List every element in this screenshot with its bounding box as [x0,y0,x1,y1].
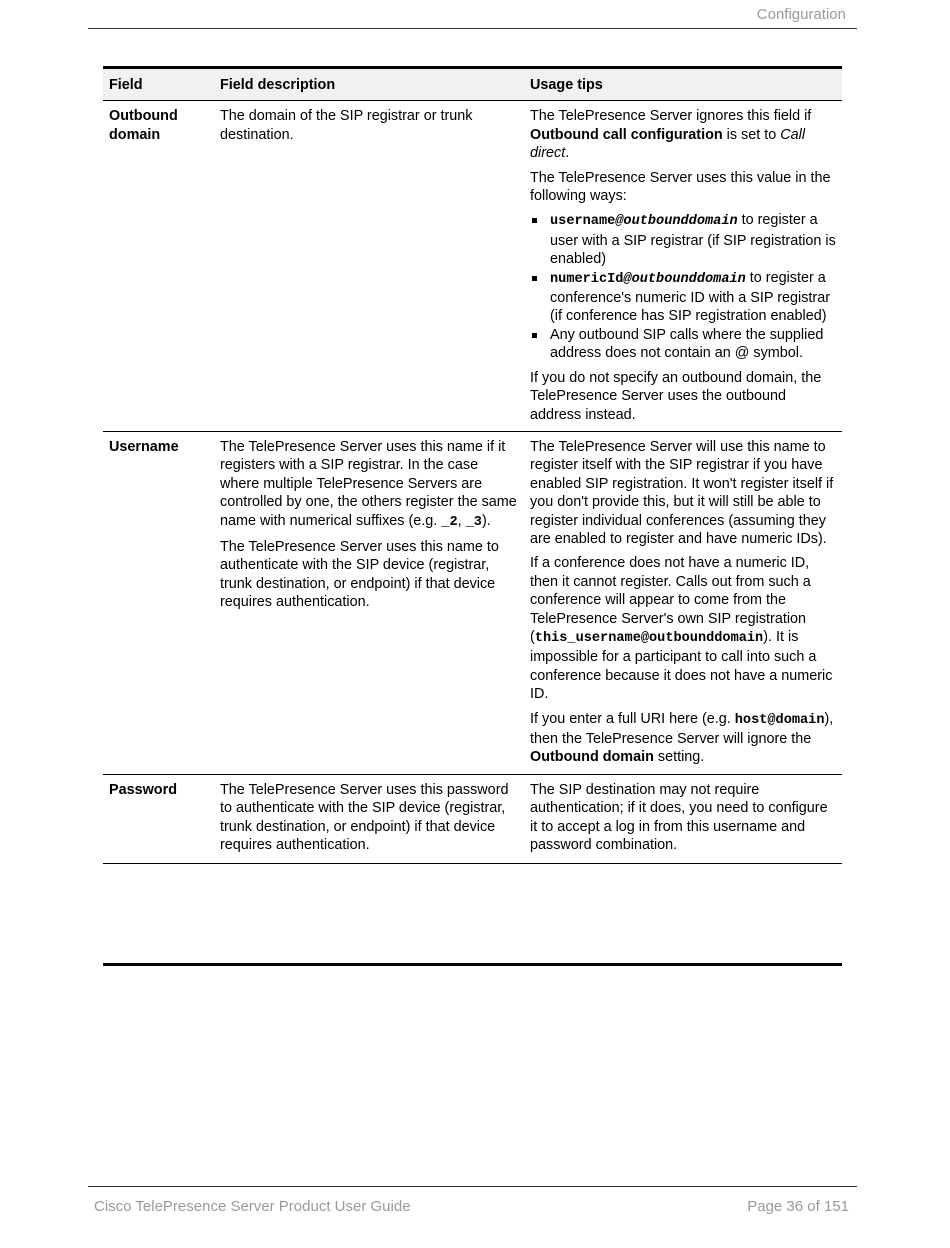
footer-divider [88,1186,857,1187]
table-header-row [103,68,842,101]
column-header-usage-tips: Usage tips [524,68,842,101]
setting-name: Outbound domain [530,749,654,766]
tips-paragraph: If you enter a full URI here (e.g. host@domain), then the TelePresence Server will ignore the Outbound domain setting. [530,710,834,766]
field-description [214,431,524,774]
description-paragraph: The TelePresence Server uses this name if it registers with a SIP registrar. In the case where multiple TelePresence Servers are controlled by one, the others register the same name with numerical suffixes (e.g. _2, _3). [220,438,517,530]
usage-list [530,211,836,362]
tips-paragraph: The SIP destination may not require authentication; if it does, you need to configure it to accept a log in from this username and password combination. [530,781,828,854]
table-row-outbound-domain [103,101,842,432]
tips-paragraph: If you do not specify an outbound domain, the TelePresence Server uses the outbound address instead. [530,369,822,423]
column-header-description: Field description [214,68,524,101]
field-name: Outbound domain [103,101,214,432]
tips-paragraph: The TelePresence Server ignores this field if Outbound call configuration is set to Call direct. [530,108,812,162]
list-item: numericId@outbounddomain to register a conference's numeric ID with a SIP registrar (if conference has SIP registration enabled) [530,269,836,326]
footer-page-number: Page 36 of 151 [747,1198,849,1215]
footer-guide-title: Cisco TelePresence Server Product User Guide [94,1198,411,1215]
setting-value: Call direct [530,126,806,162]
field-description [214,774,524,864]
usage-tips [524,774,842,864]
configuration-fields-table [103,66,842,864]
table-end-divider [103,963,842,966]
usage-tips [524,431,842,774]
running-header-title: Configuration [756,6,846,23]
description-paragraph: The domain of the SIP registrar or trunk destination. [220,108,473,143]
table-row-username [103,431,842,774]
usage-tips [524,101,842,432]
tips-paragraph: If a conference does not have a numeric ID, then it cannot register. Calls out from such a conference will appear to come from the TelePresence Server's own SIP registration (this_username@outbounddomain). It is impossible for a participant to call into such a conference because it does not have a numeric ID. [530,555,833,703]
table-row-password [103,774,842,864]
header-divider [88,28,857,29]
field-name: Username [103,431,214,774]
description-paragraph: The TelePresence Server uses this password to authenticate with the SIP device (registrar, trunk destination, or endpoint) if that device requires authentication. [220,781,509,854]
list-item: Any outbound SIP calls where the supplied address does not contain an @ symbol. [530,326,836,363]
tips-paragraph: The TelePresence Server will use this name to register itself with the SIP registrar if you have enabled SIP registration. It won't register itself if you don't provide this, but it will still be able to register individual conferences (assuming they are enabled to register and have numeric IDs). [530,438,834,547]
setting-name: Outbound call configuration [530,126,723,143]
list-item: username@outbounddomain to register a user with a SIP registrar (if SIP registration is enabled) [530,211,836,268]
column-header-field: Field [103,68,214,101]
tips-paragraph: The TelePresence Server uses this value in the following ways: [530,169,831,205]
description-paragraph: The TelePresence Server uses this name to authenticate with the SIP device (registrar, trunk destination, or endpoint) if that device requires authentication. [220,538,499,611]
field-name: Password [103,774,214,864]
field-description [214,101,524,432]
